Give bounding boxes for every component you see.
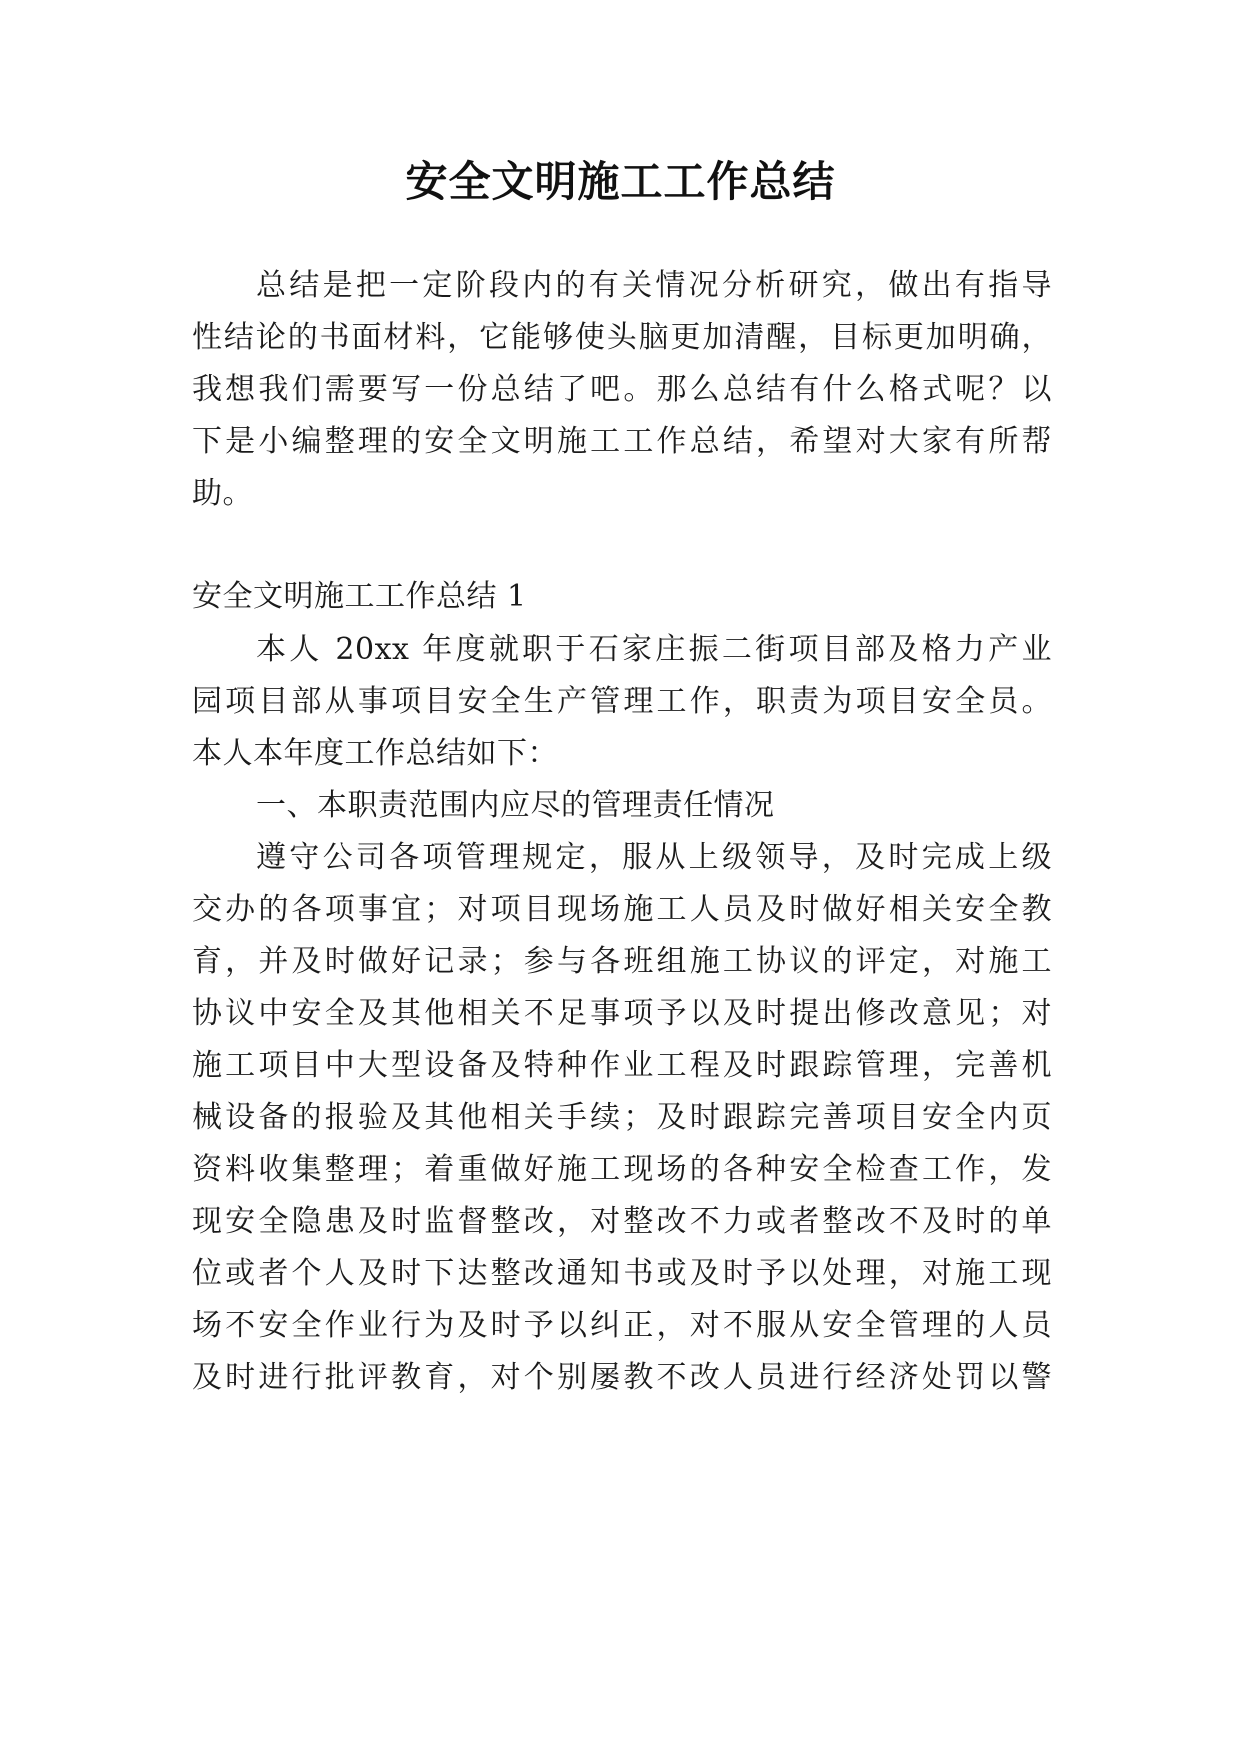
- intro-line-4: 下是小编整理的安全文明施工工作总结，希望对大家有所帮: [192, 424, 1052, 459]
- para2-line-1: 遵守公司各项管理规定，服从上级领导，及时完成上级: [256, 840, 1052, 875]
- section-heading: 安全文明施工工作总结 1: [192, 579, 527, 614]
- intro-line-5: 助。: [192, 476, 253, 511]
- para2-line-4: 协议中安全及其他相关不足事项予以及时提出修改意见；对: [192, 996, 1052, 1031]
- intro-line-3: 我想我们需要写一份总结了吧。那么总结有什么格式呢？以: [192, 372, 1052, 407]
- para2-line-3: 育，并及时做好记录；参与各班组施工协议的评定，对施工: [192, 944, 1052, 979]
- para2-line-7: 资料收集整理；着重做好施工现场的各种安全检查工作，发: [192, 1152, 1052, 1187]
- para2-line-11: 及时进行批评教育，对个别屡教不改人员进行经济处罚以警: [192, 1360, 1052, 1395]
- para2-line-8: 现安全隐患及时监督整改，对整改不力或者整改不及时的单: [192, 1204, 1052, 1239]
- para1-line-1: 本人 20xx 年度就职于石家庄振二街项目部及格力产业: [256, 632, 1052, 667]
- document-title: 安全文明施工工作总结: [405, 157, 836, 206]
- para2-line-2: 交办的各项事宜；对项目现场施工人员及时做好相关安全教: [192, 892, 1052, 927]
- para2-line-9: 位或者个人及时下达整改通知书或及时予以处理，对施工现: [192, 1256, 1052, 1291]
- para2-line-6: 械设备的报验及其他相关手续；及时跟踪完善项目安全内页: [192, 1100, 1052, 1135]
- intro-line-1: 总结是把一定阶段内的有关情况分析研究，做出有指导: [256, 268, 1052, 303]
- para1-line-3: 本人本年度工作总结如下：: [192, 736, 558, 771]
- intro-line-2: 性结论的书面材料，它能够使头脑更加清醒，目标更加明确，: [192, 320, 1052, 355]
- subheading: 一、本职责范围内应尽的管理责任情况: [256, 788, 775, 823]
- para2-line-5: 施工项目中大型设备及特种作业工程及时跟踪管理，完善机: [192, 1048, 1052, 1083]
- para1-line-2: 园项目部从事项目安全生产管理工作，职责为项目安全员。: [192, 684, 1052, 719]
- para2-line-10: 场不安全作业行为及时予以纠正，对不服从安全管理的人员: [192, 1308, 1052, 1343]
